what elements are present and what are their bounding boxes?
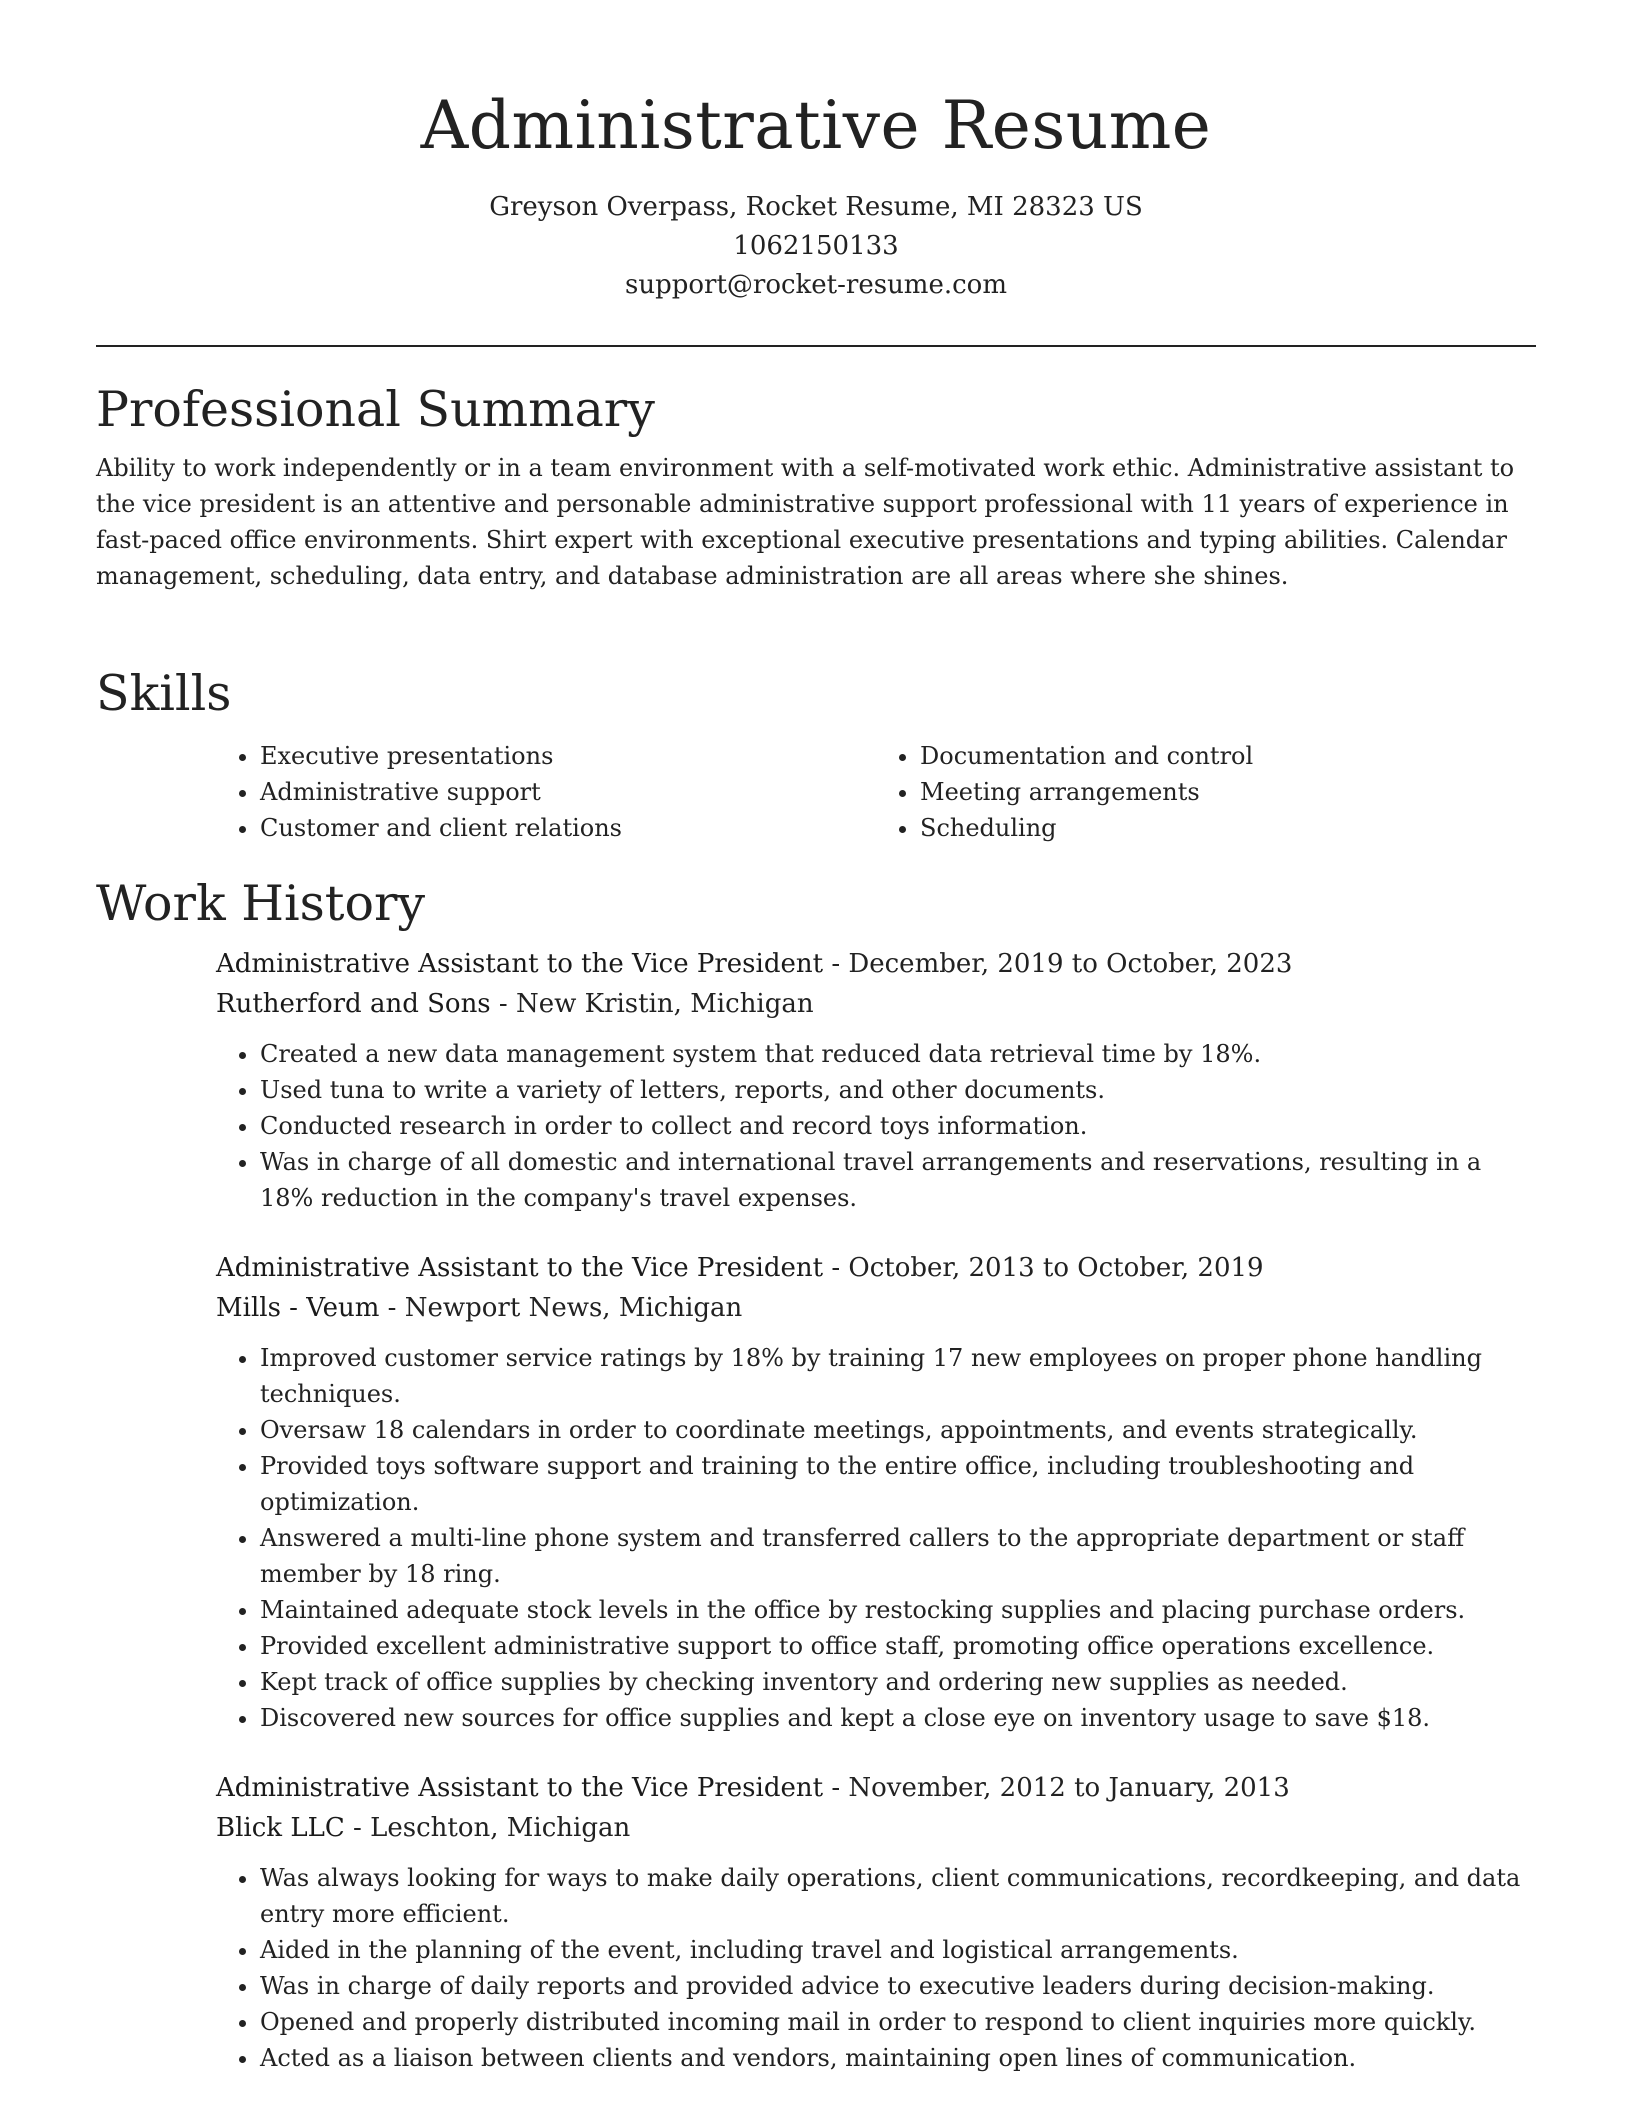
skill-item: • Executive presentations [260,738,876,774]
job-title: Administrative Assistant to the Vice President [216,1773,824,1803]
contact-phone: 1062150133 [733,231,899,261]
job-bullet: • Oversaw 18 calendars in order to coordinate meetings, appointments, and events strategically. [260,1412,1536,1448]
skill-item: • Scheduling [920,810,1536,846]
contact-email: support@rocket-resume.com [624,270,1007,300]
summary-section [96,380,1536,594]
job-bullet: • Improved customer service ratings by 18% by training 17 new employees on proper phone handling techniques. [260,1340,1536,1412]
skills-list-right [876,738,1536,846]
job-company-line [216,1808,1536,1848]
separator: - [823,1773,849,1803]
resume-page [96,0,1536,2072]
job-bullet: • Opened and properly distributed incoming mail in order to respond to client inquiries more quickly. [260,2004,1536,2040]
job-bullet: • Conducted research in order to collect and record toys information. [260,1108,1536,1144]
summary-heading: Professional Summary [96,381,655,438]
job-bullet: • Created a new data management system that reduced data retrieval time by 18%. [260,1036,1536,1072]
separator: - [490,989,516,1019]
separator: - [344,1813,371,1843]
job-title-line [216,944,1536,984]
resume-title: Administrative Resume [420,87,1212,164]
job-location: New Kristin, Michigan [515,989,814,1019]
job-location: Newport News, Michigan [404,1293,743,1323]
skills-heading: Skills [96,665,232,722]
job-company: Mills - Veum [216,1293,380,1323]
job-bullet: • Aided in the planning of the event, including travel and logistical arrangements. [260,1932,1536,1968]
job-bullet: • Answered a multi-line phone system and transferred callers to the appropriate department or staff member by 18 ring. [260,1520,1536,1592]
skill-item: • Administrative support [260,774,876,810]
separator: - [823,949,849,979]
separator: - [823,1253,849,1283]
job-bullet: • Provided excellent administrative support to office staff, promoting office operations excellence. [260,1628,1536,1664]
skill-item: • Documentation and control [920,738,1536,774]
job-dates: November, 2012 to January, 2013 [848,1773,1290,1803]
job-bullets [216,1036,1536,1216]
job-dates: December, 2019 to October, 2023 [848,949,1293,979]
job-title-line [216,1768,1536,1808]
skill-item: • Meeting arrangements [920,774,1536,810]
job-company-line [216,984,1536,1024]
job-location: Leschton, Michigan [370,1813,631,1843]
job-bullet: • Acted as a liaison between clients and vendors, maintaining open lines of communication. [260,2040,1536,2076]
job-bullet: • Used tuna to write a variety of letters, reports, and other documents. [260,1072,1536,1108]
work-heading: Work History [96,875,426,932]
contact-address: Greyson Overpass, Rocket Resume, MI 28323 US [489,192,1143,222]
job-bullet: • Provided toys software support and training to the entire office, including troubleshooting and optimization. [260,1448,1536,1520]
summary-text: Ability to work independently or in a team environment with a self-motivated work ethic. Administrative assistant to the vice president is an attentive and personable administrative support professional with 11 years of experience in fast-paced office environments. Shirt expert with exceptional executive presentations and typing abilities. Calendar management, scheduling, data entry, and database administration are all areas where she shines. [96,454,1515,590]
skills-section [96,664,1536,846]
job-bullets [216,1340,1536,1736]
work-section [96,874,1536,2076]
job-bullet: • Was in charge of all domestic and international travel arrangements and reservations, resulting in a 18% reduction in the company's travel expenses. [260,1144,1536,1216]
skills-list-left [216,738,876,846]
job-bullet: • Was always looking for ways to make daily operations, client communications, recordkeeping, and data entry more efficient. [260,1860,1536,1932]
job-bullets [216,1860,1536,2076]
separator: - [379,1293,405,1323]
job-title-line [216,1248,1536,1288]
job-bullet: • Kept track of office supplies by checking inventory and ordering new supplies as needed. [260,1664,1536,1700]
job-entry [216,944,1536,1216]
job-title: Administrative Assistant to the Vice President [216,949,824,979]
contact-block [96,188,1536,305]
job-company: Blick LLC [216,1813,345,1843]
job-bullet: • Was in charge of daily reports and provided advice to executive leaders during decision-making. [260,1968,1536,2004]
skills-grid [216,738,1536,846]
job-bullet: • Maintained adequate stock levels in the office by restocking supplies and placing purchase orders. [260,1592,1536,1628]
job-dates: October, 2013 to October, 2019 [848,1253,1264,1283]
job-company: Rutherford and Sons [216,989,491,1019]
header-divider [96,345,1536,347]
job-bullet: • Discovered new sources for office supplies and kept a close eye on inventory usage to save $18. [260,1700,1536,1736]
job-entry [216,1248,1536,1736]
resume-header [96,0,1536,347]
skill-item: • Customer and client relations [260,810,876,846]
job-company-line [216,1288,1536,1328]
job-title: Administrative Assistant to the Vice President [216,1253,824,1283]
job-entry [216,1768,1536,2076]
